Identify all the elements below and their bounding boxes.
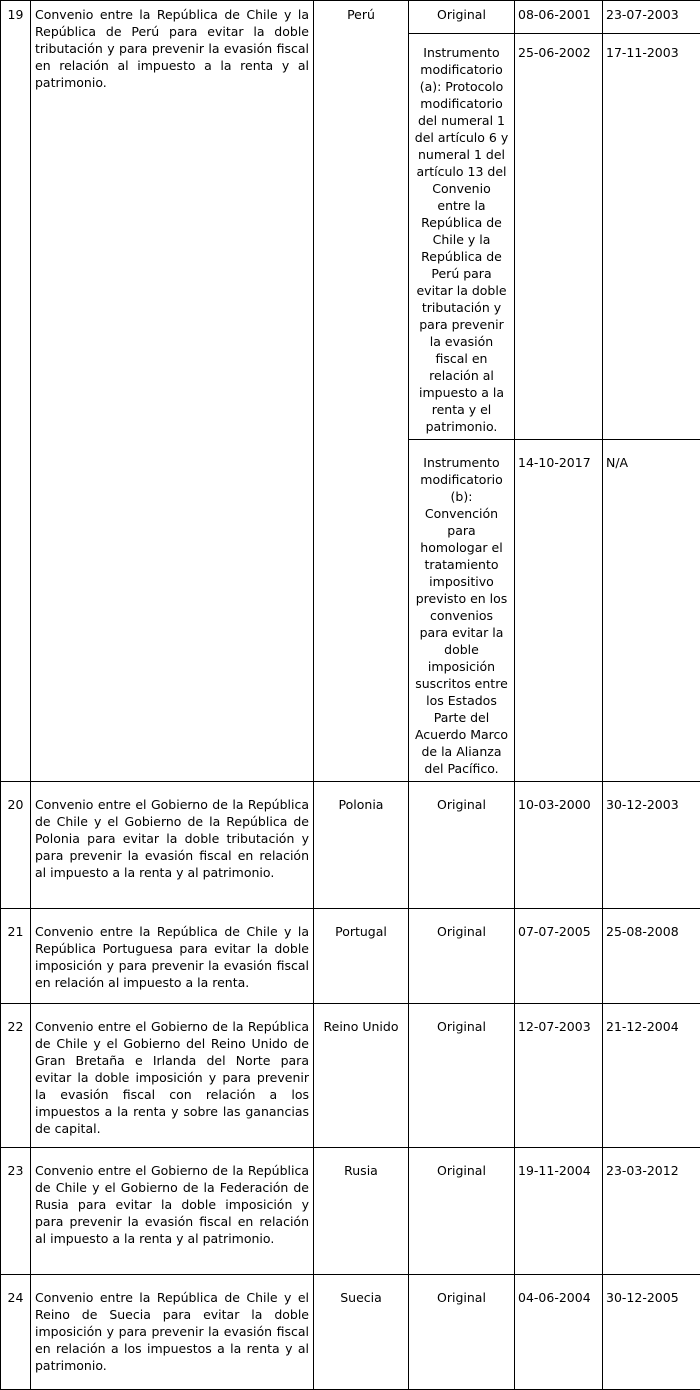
signature-date-cell: 04-06-2004 [515,1275,603,1390]
row-number: 19 [1,1,31,782]
treaty-description: Convenio entre el Gobierno de la República de Chile y el Gobierno del Reino Unido de Gran Bretaña e Irlanda del Norte para evitar la doble imposición y para prevenir la evasión fiscal con relación a los impuestos a la renta y sobre las ganancias de capital. [31,1004,314,1148]
instrument-type-cell: Original [409,1004,515,1148]
treaty-description: Convenio entre el Gobierno de la República de Chile y el Gobierno de la República de Polonia para evitar la doble tributación y para prevenir la evasión fiscal en relación al impuesto a la renta y al patrimonio. [31,782,314,909]
instrument-type-cell: Instrumento modificatorio (a): Protocolo modificatorio del numeral 1 del artículo 6 y numeral 1 del artículo 13 del Convenio entre la República de Chile y la República de Perú para evitar la doble tributación y para prevenir la evasión fiscal en relación al impuesto a la renta y el patrimonio. [409,34,515,440]
row-number: 24 [1,1275,31,1390]
row-number: 21 [1,909,31,1004]
signature-date-cell: 07-07-2005 [515,909,603,1004]
table-row [1,1004,700,1148]
row-number: 23 [1,1148,31,1275]
country-cell: Perú [314,1,409,782]
country-cell: Rusia [314,1148,409,1275]
instrument-type-cell: Original [409,909,515,1004]
entry-into-force-date-cell: 23-07-2003 [603,1,700,34]
treaty-description: Convenio entre la República de Chile y el Reino de Suecia para evitar la doble imposición y para prevenir la evasión fiscal en relación a los impuestos a la renta y al patrimonio. [31,1275,314,1390]
entry-into-force-date-cell: 30-12-2003 [603,782,700,909]
table-row [1,909,700,1004]
table-row [1,1275,700,1390]
country-cell: Portugal [314,909,409,1004]
signature-date-cell: 10-03-2000 [515,782,603,909]
country-cell: Suecia [314,1275,409,1390]
instrument-type-cell: Original [409,1275,515,1390]
entry-into-force-date-cell: 17-11-2003 [603,34,700,440]
table-row [1,1,700,34]
table-row [1,782,700,909]
entry-into-force-date-cell: 30-12-2005 [603,1275,700,1390]
entry-into-force-date-cell: 25-08-2008 [603,909,700,1004]
treaty-description: Convenio entre la República de Chile y la República Portuguesa para evitar la doble imposición y para prevenir la evasión fiscal en relación al impuesto a la renta. [31,909,314,1004]
signature-date-cell: 12-07-2003 [515,1004,603,1148]
table-row [1,1148,700,1275]
instrument-type-cell: Original [409,782,515,909]
treaty-description: Convenio entre el Gobierno de la República de Chile y el Gobierno de la Federación de Rusia para evitar la doble imposición y para prevenir la evasión fiscal en relación al impuesto a la renta y al patrimonio. [31,1148,314,1275]
signature-date-cell: 19-11-2004 [515,1148,603,1275]
country-cell: Polonia [314,782,409,909]
entry-into-force-date-cell: 23-03-2012 [603,1148,700,1275]
signature-date-cell: 08-06-2001 [515,1,603,34]
country-cell: Reino Unido [314,1004,409,1148]
signature-date-cell: 25-06-2002 [515,34,603,440]
row-number: 20 [1,782,31,909]
instrument-type-cell: Instrumento modificatorio (b): Convención para homologar el tratamiento impositivo previsto en los convenios para evitar la doble imposición suscritos entre los Estados Parte del Acuerdo Marco de la Alianza del Pacífico. [409,440,515,782]
instrument-type-cell: Original [409,1,515,34]
entry-into-force-date-cell: 21-12-2004 [603,1004,700,1148]
signature-date-cell: 14-10-2017 [515,440,603,782]
entry-into-force-date-cell: N/A [603,440,700,782]
treaty-description: Convenio entre la República de Chile y la República de Perú para evitar la doble tributación y para prevenir la evasión fiscal en relación al impuesto a la renta y al patrimonio. [31,1,314,782]
row-number: 22 [1,1004,31,1148]
instrument-type-cell: Original [409,1148,515,1275]
